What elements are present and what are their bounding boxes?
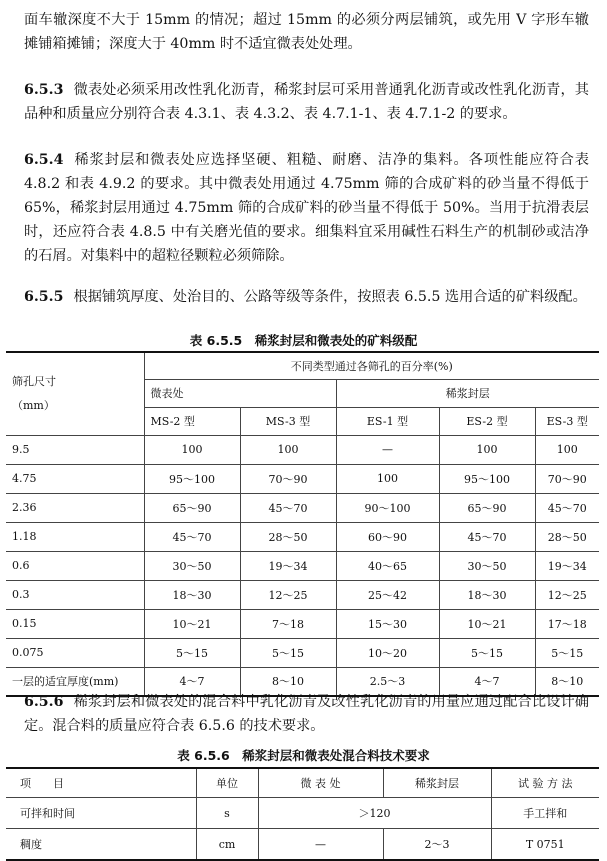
table-cell: 65～90 — [144, 493, 240, 522]
table-cell: 18～30 — [439, 580, 535, 609]
header-unit: 单位 — [196, 768, 258, 798]
table-cell: 95～100 — [144, 464, 240, 493]
table-cell: 12～25 — [535, 580, 599, 609]
table-cell: 2.5～3 — [336, 667, 439, 696]
header-slurry-seal: 稀浆封层 — [383, 768, 491, 798]
table-6-5-5 — [6, 351, 599, 697]
table-cell: 95～100 — [439, 464, 535, 493]
unit-cell: cm — [196, 829, 258, 861]
table-cell: 10～21 — [144, 609, 240, 638]
table-cell: 28～50 — [535, 522, 599, 551]
table-cell: 5～15 — [240, 638, 336, 667]
unit-cell: s — [196, 798, 258, 829]
value-cell: ＞120 — [258, 798, 491, 829]
item-cell: 稠度 — [6, 829, 196, 861]
table-cell: 10～21 — [439, 609, 535, 638]
table-cell: 28～50 — [240, 522, 336, 551]
table-cell: 45～70 — [240, 493, 336, 522]
table-cell: 18～30 — [144, 580, 240, 609]
table-cell: 7～18 — [240, 609, 336, 638]
table-cell: 4～7 — [439, 667, 535, 696]
table-6-5-5-caption: 表 6.5.5 稀浆封层和微表处的矿料级配 — [189, 333, 418, 348]
header-sieve-size — [6, 352, 144, 435]
table-row — [6, 435, 599, 464]
table-cell: 12～25 — [240, 580, 336, 609]
table-cell: 30～50 — [439, 551, 535, 580]
clause-text: 稀浆封层和微表处应选择坚硬、粗糙、耐磨、洁净的集料。各项性能应符合表 4.8.2 和表 4.9.2 的要求。其中微表处用通过 4.75mm 筛的合成矿料的砂当量不得低于 65%，稀浆封层用通过 4.75mm 筛的合成矿料的砂当量不得低于 50%。当用于抗滑表层时，还应符合表 4.8.5 中有关磨光值的要求。细集料宜采用碱性石料生产的机制砂或洁净的石屑。对集料中的超粒径颗粒必须筛除。 — [24, 152, 589, 264]
clause-6-5-6 — [24, 690, 589, 738]
table-cell: 100 — [240, 435, 336, 464]
table-row — [6, 609, 599, 638]
table-cell: 5～15 — [439, 638, 535, 667]
table-cell: 45～70 — [144, 522, 240, 551]
clause-number: 6.5.5 — [24, 289, 64, 305]
table-cell: 8～10 — [240, 667, 336, 696]
header-type: MS-3 型 — [240, 407, 336, 435]
table-cell: 17～18 — [535, 609, 599, 638]
header-item: 项 目 — [6, 768, 196, 798]
table-cell: 100 — [439, 435, 535, 464]
table-row — [6, 580, 599, 609]
table-cell: 10～20 — [336, 638, 439, 667]
table-cell: 30～50 — [144, 551, 240, 580]
sieve-size-cell: 一层的适宜厚度(mm) — [6, 667, 144, 696]
item-cell: 可拌和时间 — [6, 798, 196, 829]
table-cell: 70～90 — [240, 464, 336, 493]
sieve-size-cell: 0.15 — [6, 609, 144, 638]
table-cell: 19～34 — [240, 551, 336, 580]
paragraph-continuation — [24, 8, 589, 56]
table-row — [6, 493, 599, 522]
table-cell: 100 — [535, 435, 599, 464]
table-header-row — [6, 768, 599, 798]
table-cell: 19～34 — [535, 551, 599, 580]
header-type: ES-3 型 — [535, 407, 599, 435]
table-cell: 25～42 — [336, 580, 439, 609]
method-cell: 手工拌和 — [491, 798, 599, 829]
table-cell: 5～15 — [535, 638, 599, 667]
clause-text: 稀浆封层和微表处的混合料中乳化沥青及改性乳化沥青的用量应通过配合比设计确定。混合料的质量应符合表 6.5.6 的技术要求。 — [24, 694, 589, 734]
table-cell: 8～10 — [535, 667, 599, 696]
table-cell: 40～65 — [336, 551, 439, 580]
sieve-size-cell: 0.6 — [6, 551, 144, 580]
table-cell: 90～100 — [336, 493, 439, 522]
table-cell: 5～15 — [144, 638, 240, 667]
table-cell: 70～90 — [535, 464, 599, 493]
header-type: MS-2 型 — [144, 407, 240, 435]
table-6-5-6 — [6, 767, 599, 861]
sieve-size-cell: 1.18 — [6, 522, 144, 551]
sieve-size-cell: 9.5 — [6, 435, 144, 464]
clause-text: 根据铺筑厚度、处治目的、公路等级等条件，按照表 6.5.5 选用合适的矿料级配。 — [73, 289, 587, 305]
clause-6-5-3 — [24, 78, 589, 126]
sieve-size-cell: 4.75 — [6, 464, 144, 493]
clause-number: 6.5.6 — [24, 694, 64, 710]
table-cell: 45～70 — [439, 522, 535, 551]
header-type: ES-2 型 — [439, 407, 535, 435]
sieve-size-cell: 2.36 — [6, 493, 144, 522]
header-micro-surfacing: 微表处 — [144, 379, 336, 407]
table-row — [6, 829, 599, 861]
clause-number: 6.5.3 — [24, 82, 64, 98]
clause-6-5-4 — [24, 148, 589, 268]
table-row — [6, 798, 599, 829]
paragraph-text: 面车辙深度不大于 15mm 的情况；超过 15mm 的必须分两层铺筑，或先用 V 字形车辙摊铺箱摊铺；深度大于 40mm 时不适宜微表处处理。 — [24, 12, 589, 52]
table-cell: 65～90 — [439, 493, 535, 522]
header-sieve-size-unit: （mm） — [12, 398, 55, 412]
value-cell: — — [258, 829, 383, 861]
method-cell: T 0751 — [491, 829, 599, 861]
table-row — [6, 638, 599, 667]
clause-text: 微表处必须采用改性乳化沥青，稀浆封层可采用普通乳化沥青或改性乳化沥青，其品种和质量应分别符合表 4.3.1、表 4.3.2、表 4.7.1-1、表 4.7.1-2 的要求。 — [24, 82, 589, 122]
clause-number: 6.5.4 — [24, 152, 64, 168]
header-sieve-size-label: 筛孔尺寸 — [12, 374, 56, 388]
header-type: ES-1 型 — [336, 407, 439, 435]
table-row — [6, 551, 599, 580]
table-cell: 4～7 — [144, 667, 240, 696]
table-cell: 100 — [336, 464, 439, 493]
table-cell: — — [336, 435, 439, 464]
table-cell: 15～30 — [336, 609, 439, 638]
table-6-5-6-caption: 表 6.5.6 稀浆封层和微表处混合料技术要求 — [177, 748, 430, 763]
sieve-size-cell: 0.3 — [6, 580, 144, 609]
table-cell: 60～90 — [336, 522, 439, 551]
sieve-size-cell: 0.075 — [6, 638, 144, 667]
table-row — [6, 464, 599, 493]
header-micro-surfacing: 微 表 处 — [258, 768, 383, 798]
table-cell: 100 — [144, 435, 240, 464]
clause-6-5-5 — [24, 285, 589, 309]
value-cell: 2～3 — [383, 829, 491, 861]
table-cell: 45～70 — [535, 493, 599, 522]
header-pass-percent: 不同类型通过各筛孔的百分率(%) — [144, 352, 599, 379]
header-slurry-seal: 稀浆封层 — [336, 379, 599, 407]
table-row — [6, 522, 599, 551]
header-test-method: 试 验 方 法 — [491, 768, 599, 798]
